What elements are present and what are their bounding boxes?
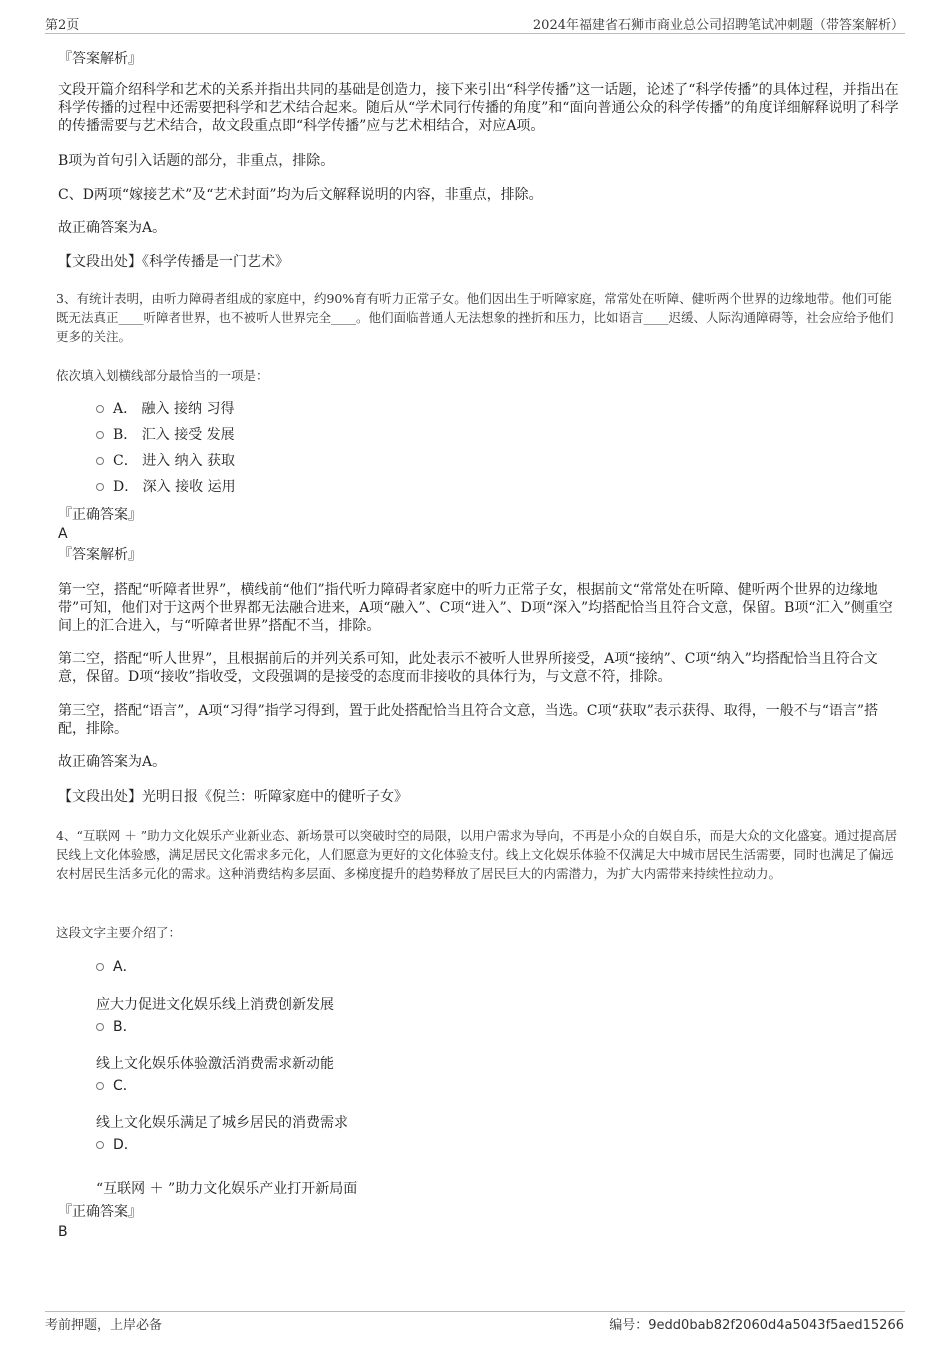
option-label: D．: [113, 1137, 138, 1153]
q2-conclusion: 故正确答案为A。: [58, 220, 167, 236]
option-text: C． 进入 纳入 获取: [113, 453, 236, 469]
footer-code-value: 9edd0bab82f2060d4a5043f5aed15266: [648, 1318, 904, 1333]
radio-button[interactable]: [96, 431, 104, 439]
option-label: A．: [113, 959, 137, 975]
radio-button[interactable]: [96, 1141, 104, 1149]
q3-source: 【文段出处】光明日报《倪兰：听障家庭中的健听子女》: [58, 789, 408, 805]
radio-button[interactable]: [96, 1023, 104, 1031]
q3-option-d[interactable]: [96, 478, 236, 496]
q4-prompt: 这段文字主要介绍了：: [56, 925, 182, 940]
q4-option-d-text: “互联网 ＋ ”助力文化娱乐产业打开新局面: [96, 1181, 358, 1197]
q3-option-c[interactable]: [96, 452, 235, 470]
q3-analysis-label: 『答案解析』: [58, 547, 142, 563]
radio-button[interactable]: [96, 457, 104, 465]
q3-analysis-paragraph-1: 第一空，搭配“听障者世界”，横线前“他们”指代听力障碍者家庭中的听力正常子女，根据前文“常常处在听障、健听两个世界的边缘地带”可知，他们对于这两个世界都无法融合进来，A项“融入”、C项“进入”、D项“深入”均搭配恰当且符合文意，保留。B项“汇入”侧重空间上的汇合进入，与“听障者世界”搭配不当，排除。: [58, 582, 893, 634]
radio-button[interactable]: [96, 963, 104, 971]
footer-code-label: 编号：: [609, 1318, 649, 1333]
footer-rule: [45, 1311, 905, 1312]
document-title: 2024年福建省石狮市商业总公司招聘笔试冲刺题（带答案解析）: [532, 18, 904, 33]
footer-slogan: 考前押题，上岸必备: [45, 1318, 163, 1333]
q3-conclusion: 故正确答案为A。: [58, 754, 167, 770]
radio-button[interactable]: [96, 483, 104, 491]
q3-prompt: 依次填入划横线部分最恰当的一项是：: [56, 368, 269, 383]
radio-button[interactable]: [96, 405, 104, 413]
q3-analysis-paragraph-2: 第二空，搭配“听人世界”，且根据前后的并列关系可知，此处表示不被听人世界所接受，A项“接纳”、C项“纳入”均搭配恰当且符合文意，保留。D项“接收”指收受，文段强调的是接受的态度而非接收的具体行为，与文意不符，排除。: [58, 651, 878, 685]
option-text: B． 汇入 接受 发展: [113, 427, 235, 443]
q2-analysis-paragraph-1: 文段开篇介绍科学和艺术的关系并指出共同的基础是创造力，接下来引出“科学传播”这一话题，论述了“科学传播”的具体过程，并指出在科学传播的过程中还需要把科学和艺术结合起来。随后从“学术同行传播的角度”和“面向普通公众的科学传播”的角度详细解释说明了科学的传播需要与艺术结合，故文段重点即“科学传播”应与艺术相结合，对应A项。: [58, 82, 899, 134]
q4-stem: 4、“互联网 ＋ ”助力文化娱乐产业新业态、新场景可以突破时空的局限，以用户需求为导向，不再是小众的自娱自乐，而是大众的文化盛宴。通过提高居民线上文化体验感，满足居民文化需求多元化，人们愿意为更好的文化体验支付。线上文化娱乐体验不仅满足大中城市居民生活需要，同时也满足了偏远农村居民生活多元化的需求。这种消费结构多层面、多梯度提升的趋势释放了居民巨大的内需潜力，为扩大内需带来持续性拉动力。: [56, 828, 898, 881]
q4-option-a[interactable]: [96, 958, 137, 976]
q3-option-a[interactable]: [96, 400, 234, 418]
q4-answer-label: 『正确答案』: [58, 1204, 142, 1220]
q4-answer: B: [58, 1224, 68, 1240]
header-rule: [45, 33, 905, 34]
footer-code: [609, 1314, 904, 1333]
q3-option-b[interactable]: [96, 426, 235, 444]
page-number: 第2页: [45, 18, 80, 33]
q2-analysis-paragraph-3: C、D两项“嫁接艺术”及“艺术封面”均为后文解释说明的内容，非重点，排除。: [58, 187, 543, 203]
q4-option-b-text: 线上文化娱乐体验激活消费需求新动能: [96, 1056, 334, 1072]
q3-answer-label: 『正确答案』: [58, 507, 142, 523]
option-text: A． 融入 接纳 习得: [113, 401, 235, 417]
option-label: C．: [113, 1078, 137, 1094]
q4-option-a-text: 应大力促进文化娱乐线上消费创新发展: [96, 997, 334, 1013]
q3-analysis-paragraph-3: 第三空，搭配“语言”，A项“习得”指学习得到，置于此处搭配恰当且符合文意，当选。C项“获取”表示获得、取得，一般不与“语言”搭配，排除。: [58, 703, 879, 737]
q4-option-d[interactable]: [96, 1136, 138, 1154]
option-label: B．: [113, 1019, 137, 1035]
q3-answer: A: [58, 526, 68, 542]
q4-option-b[interactable]: [96, 1018, 137, 1036]
q2-analysis-paragraph-2: B项为首句引入话题的部分，非重点，排除。: [58, 153, 335, 169]
option-text: D． 深入 接收 运用: [113, 479, 236, 495]
q4-option-c[interactable]: [96, 1077, 137, 1095]
q2-source: 【文段出处】《科学传播是一门艺术》: [58, 254, 289, 270]
q4-option-c-text: 线上文化娱乐满足了城乡居民的消费需求: [96, 1115, 348, 1131]
q3-stem: 3、有统计表明，由听力障碍者组成的家庭中，约90%育有听力正常子女。他们因出生于听障家庭，常常处在听障、健听两个世界的边缘地带。他们可能既无法真正____听障者世界，也不被听人世界完全____。他们面临普通人无法想象的挫折和压力，比如语言____迟缓、人际沟通障碍等，社会应给予他们更多的关注。: [56, 291, 894, 344]
radio-button[interactable]: [96, 1082, 104, 1090]
q2-analysis-label: 『答案解析』: [58, 51, 142, 67]
